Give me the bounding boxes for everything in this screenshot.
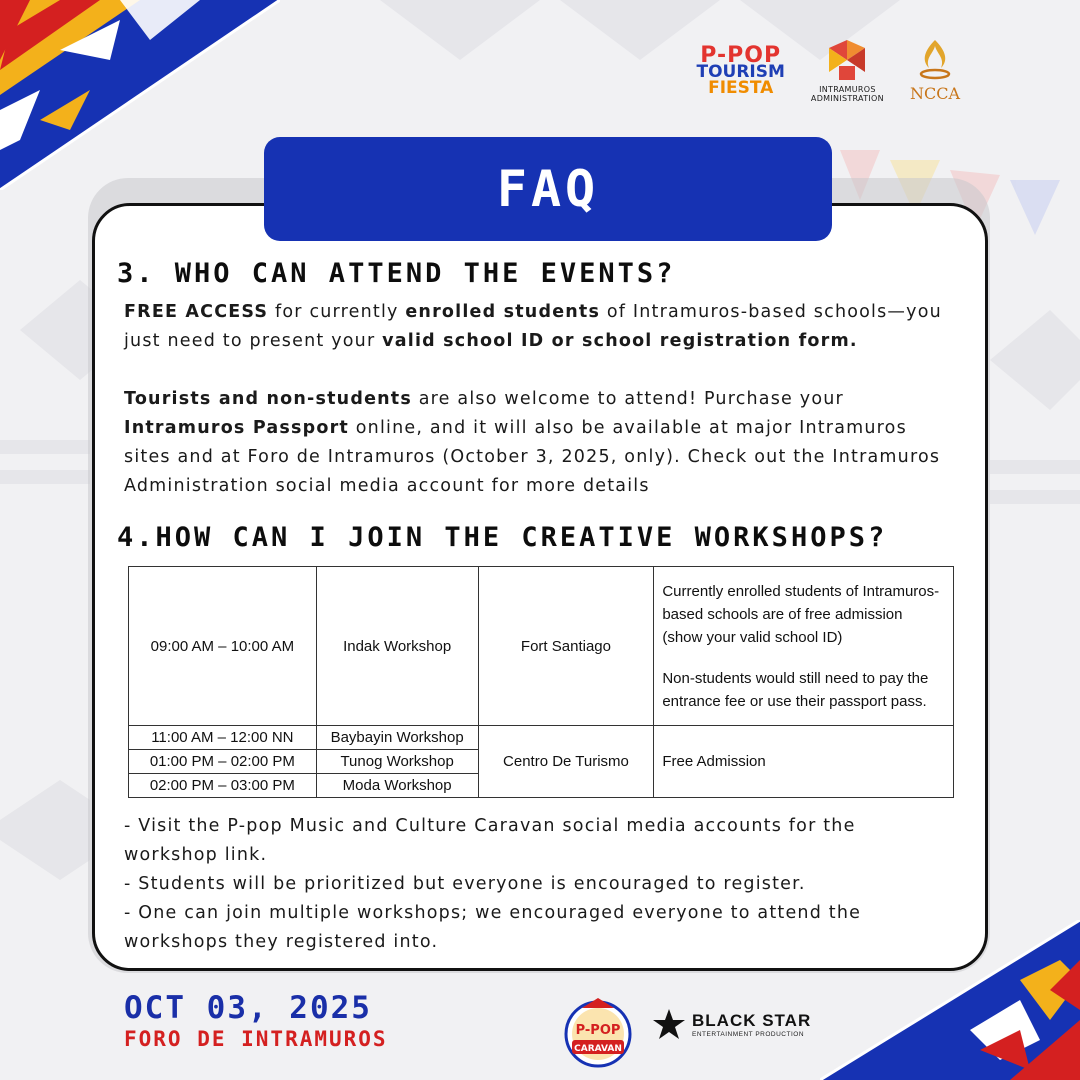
q3-p1-text-1: for currently [268, 302, 406, 322]
table-cell-workshop: Baybayin Workshop [316, 726, 478, 750]
q3-p1-strong-1: FREE ACCESS [124, 302, 269, 322]
intramuros-line2: ADMINISTRATION [810, 93, 884, 103]
ncca-label: NCCA [909, 84, 960, 104]
table-cell-admission [654, 567, 954, 726]
table-cell-venue: Centro De Turismo [478, 726, 654, 798]
q3-paragraph-2 [124, 385, 954, 501]
black-star-title: BLACK STAR [692, 1011, 812, 1030]
q3-p2-text-2: online, and it will also be available at major Intramuros sites and at Foro de Intramuros (October 3, 2025, only). Check out the Intramuros Administration social media account for more details [124, 418, 941, 496]
ppop-fiesta-line1: P-POP [700, 42, 782, 68]
event-venue: FORO DE INTRAMUROS [124, 1027, 388, 1051]
table-row [129, 726, 954, 750]
list-item: - Visit the P-pop Music and Culture Caravan social media accounts for the workshop link. [124, 816, 856, 865]
table-cell-admission: Free Admission [654, 726, 954, 798]
ppop-fiesta-line3: FIESTA [708, 77, 774, 98]
table-cell-workshop: Moda Workshop [316, 774, 478, 798]
list-item: - One can join multiple workshops; we encouraged everyone to attend the workshops they registered into. [124, 903, 862, 952]
table-row [129, 567, 954, 726]
table-cell-venue: Fort Santiago [478, 567, 654, 726]
q3-p2-strong-1: Tourists and non-students [124, 389, 412, 409]
partner-logos [696, 38, 960, 104]
table-cell-workshop: Indak Workshop [316, 567, 478, 726]
admission-note-2: Non-students would still need to pay the entrance fee or use their passport pass. [662, 669, 929, 710]
ppop-caravan-logo [562, 994, 634, 1074]
black-star-logo [652, 1008, 811, 1042]
ppop-fiesta-line2: TOURISM [696, 62, 785, 83]
q3-heading: 3. WHO CAN ATTEND THE EVENTS? [117, 258, 676, 289]
caravan-line2: CARAVAN [574, 1044, 622, 1054]
intramuros-administration-logo [811, 38, 884, 104]
table-cell-time: 02:00 PM – 03:00 PM [129, 774, 317, 798]
q4-heading: 4.HOW CAN I JOIN THE CREATIVE WORKSHOPS? [117, 522, 888, 553]
table-cell-time: 09:00 AM – 10:00 AM [129, 567, 317, 726]
q3-p2-text-1: are also welcome to attend! Purchase your [411, 389, 844, 409]
black-star-subtitle: ENTERTAINMENT PRODUCTION [692, 1031, 805, 1038]
q3-p1-strong-2: enrolled students [405, 302, 601, 322]
caravan-line1: P-POP [575, 1023, 621, 1038]
faq-banner [264, 137, 832, 241]
q3-p2-strong-2: Intramuros Passport [124, 418, 349, 438]
list-item: - Students will be prioritized but everyone is encouraged to register. [124, 874, 806, 894]
q3-p1-text-2: of Intramuros-based schools—you just need to present your [124, 302, 942, 351]
workshop-table [128, 566, 954, 798]
ncca-logo [910, 38, 960, 103]
ppop-tourism-fiesta-logo [696, 42, 785, 98]
corner-pattern-top-left [0, 0, 280, 190]
intramuros-emblem-icon [825, 38, 869, 82]
faq-title: FAQ [496, 160, 600, 218]
event-date: OCT 03, 2025 [124, 990, 372, 1026]
star-icon [652, 1008, 686, 1042]
workshop-notes [124, 812, 954, 957]
admission-note-1: Currently enrolled students of Intramuros-based schools are of free admission (show your valid school ID) [662, 582, 940, 646]
q3-p1-strong-3: valid school ID or school registration form. [382, 331, 858, 351]
table-cell-time: 11:00 AM – 12:00 NN [129, 726, 317, 750]
table-cell-time: 01:00 PM – 02:00 PM [129, 750, 317, 774]
intramuros-line1: INTRAMUROS [819, 85, 876, 94]
q3-paragraph-1 [124, 298, 954, 356]
flame-icon [915, 38, 955, 82]
table-cell-workshop: Tunog Workshop [316, 750, 478, 774]
